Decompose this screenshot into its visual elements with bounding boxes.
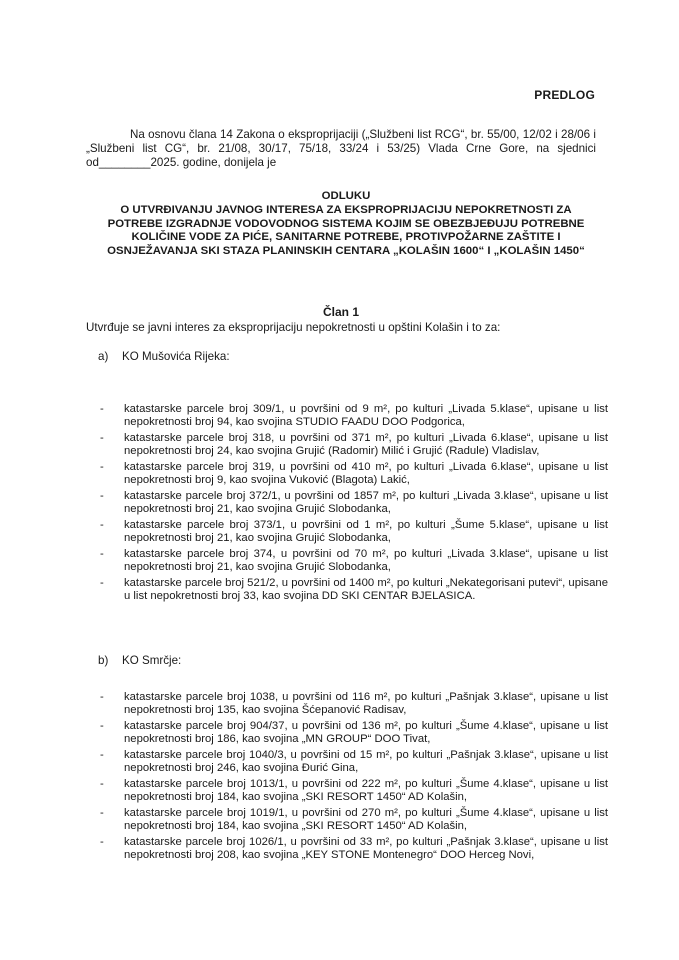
section-b-parcel-list	[100, 691, 608, 865]
dash-bullet: -	[100, 432, 104, 444]
dash-bullet: -	[100, 490, 104, 502]
dash-bullet: -	[100, 807, 104, 819]
article-body: Utvrđuje se javni interes za eksproprijaciju nepokretnosti u opštini Kolašin i to za:	[86, 321, 501, 334]
section-b-letter: b)	[98, 654, 109, 667]
list-item: - katastarske parcele broj 318, u površini od 371 m², po kulturi „Livada 6.klase“, upisane u list nepokretnosti broj 24, kao svojina Grujić (Radomir) Milić i Grujić (Radule) Vladislav,	[100, 432, 608, 458]
decision-subtitle: O UTVRĐIVANJU JAVNOG INTERESA ZA EKSPROPRIJACIJU NEPOKRETNOSTI ZA POTREBE IZGRADNJE VODOVODNOG SISTEMA KOJIM SE OBEZBJEĐUJU POTREBNE KOLIČINE VODE ZA PIĆE, SANITARNE POTREBE, PROTIVPOŽARNE ZAŠTITE I OSNJEŽAVANJA SKI STAZA PLANINSKIH CENTARA „KOLAŠIN 1600“ I „KOLAŠIN 1450“	[107, 203, 585, 258]
decision-title-block	[96, 190, 596, 259]
list-item: - katastarske parcele broj 319, u površini od 410 m², po kulturi „Livada 6.klase“, upisane u list nepokretnosti broj 9, kao svojina Vuković (Blagota) Lakić,	[100, 461, 608, 487]
dash-bullet: -	[100, 836, 104, 848]
dash-bullet: -	[100, 548, 104, 560]
list-item: - katastarske parcele broj 521/2, u površini od 1400 m², po kulturi „Nekategorisani putevi“, upisane u list nepokretnosti broj 33, kao svojina DD SKI CENTAR BJELASICA.	[100, 577, 608, 603]
legal-basis-paragraph: Na osnovu člana 14 Zakona o eksproprijaciji („Službeni list RCG“, br. 55/00, 12/02 i 28/06 i „Službeni list CG“, br. 21/08, 30/17, 75/18, 33/24 i 53/25) Vlada Crne Gore, na sjednici od________2025. godine, donijela je	[86, 128, 596, 169]
list-item: - katastarske parcele broj 1038, u površini od 116 m², po kulturi „Pašnjak 3.klase“, upisane u list nepokretnosti broj 135, kao svojina Šćepanović Radisav,	[100, 691, 608, 717]
section-a-title: KO Mušovića Rijeka:	[122, 350, 230, 363]
list-item: - katastarske parcele broj 372/1, u površini od 1857 m², po kulturi „Livada 3.klase“, upisane u list nepokretnosti broj 21, kao svojina Grujić Slobodanka,	[100, 490, 608, 516]
section-b-label	[98, 654, 181, 668]
dash-bullet: -	[100, 403, 104, 415]
list-item: - katastarske parcele broj 1013/1, u površini od 222 m², po kulturi „Šume 4.klase“, upisane u list nepokretnosti broj 184, kao svojina „SKI RESORT 1450“ AD Kolašin,	[100, 778, 608, 804]
list-item: - katastarske parcele broj 1040/3, u površini od 15 m², po kulturi „Pašnjak 3.klase“, upisane u list nepokretnosti broj 246, kao svojina Đurić Gina,	[100, 749, 608, 775]
list-item: - katastarske parcele broj 1026/1, u površini od 33 m², po kulturi „Pašnjak 3.klase“, upisane u list nepokretnosti broj 208, kao svojina „KEY STONE Montenegro“ DOO Herceg Novi,	[100, 836, 608, 862]
list-item: - katastarske parcele broj 374, u površini od 70 m², po kulturi „Livada 3.klase“, upisane u list nepokretnosti broj 21, kao svojina Grujić Slobodanka,	[100, 548, 608, 574]
article-heading: Član 1	[322, 305, 359, 319]
section-a-parcel-list	[100, 403, 608, 606]
section-b-title: KO Smrčje:	[122, 654, 182, 667]
decision-title: ODLUKU	[321, 190, 371, 202]
list-item: - katastarske parcele broj 1019/1, u površini od 270 m², po kulturi „Šume 4.klase“, upisane u list nepokretnosti broj 184, kao svojina „SKI RESORT 1450“ AD Kolašin,	[100, 807, 608, 833]
dash-bullet: -	[100, 691, 104, 703]
dash-bullet: -	[100, 461, 104, 473]
dash-bullet: -	[100, 720, 104, 732]
list-item: - katastarske parcele broj 373/1, u površini od 1 m², po kulturi „Šume 5.klase“, upisane u list nepokretnosti broj 21, kao svojina Grujić Slobodanka,	[100, 519, 608, 545]
dash-bullet: -	[100, 749, 104, 761]
dash-bullet: -	[100, 519, 104, 531]
proposal-stamp: PREDLOG	[534, 88, 595, 102]
list-item: - katastarske parcele broj 904/37, u površini od 136 m², po kulturi „Šume 4.klase“, upisane u list nepokretnosti broj 186, kao svojina „MN GROUP“ DOO Tivat,	[100, 720, 608, 746]
section-a-label	[98, 350, 230, 364]
dash-bullet: -	[100, 778, 104, 790]
list-item: - katastarske parcele broj 309/1, u površini od 9 m², po kulturi „Livada 5.klase“, upisane u list nepokretnosti broj 94, kao svojina STUDIO FAADU DOO Podgorica,	[100, 403, 608, 429]
section-a-letter: a)	[98, 350, 109, 363]
dash-bullet: -	[100, 577, 104, 589]
